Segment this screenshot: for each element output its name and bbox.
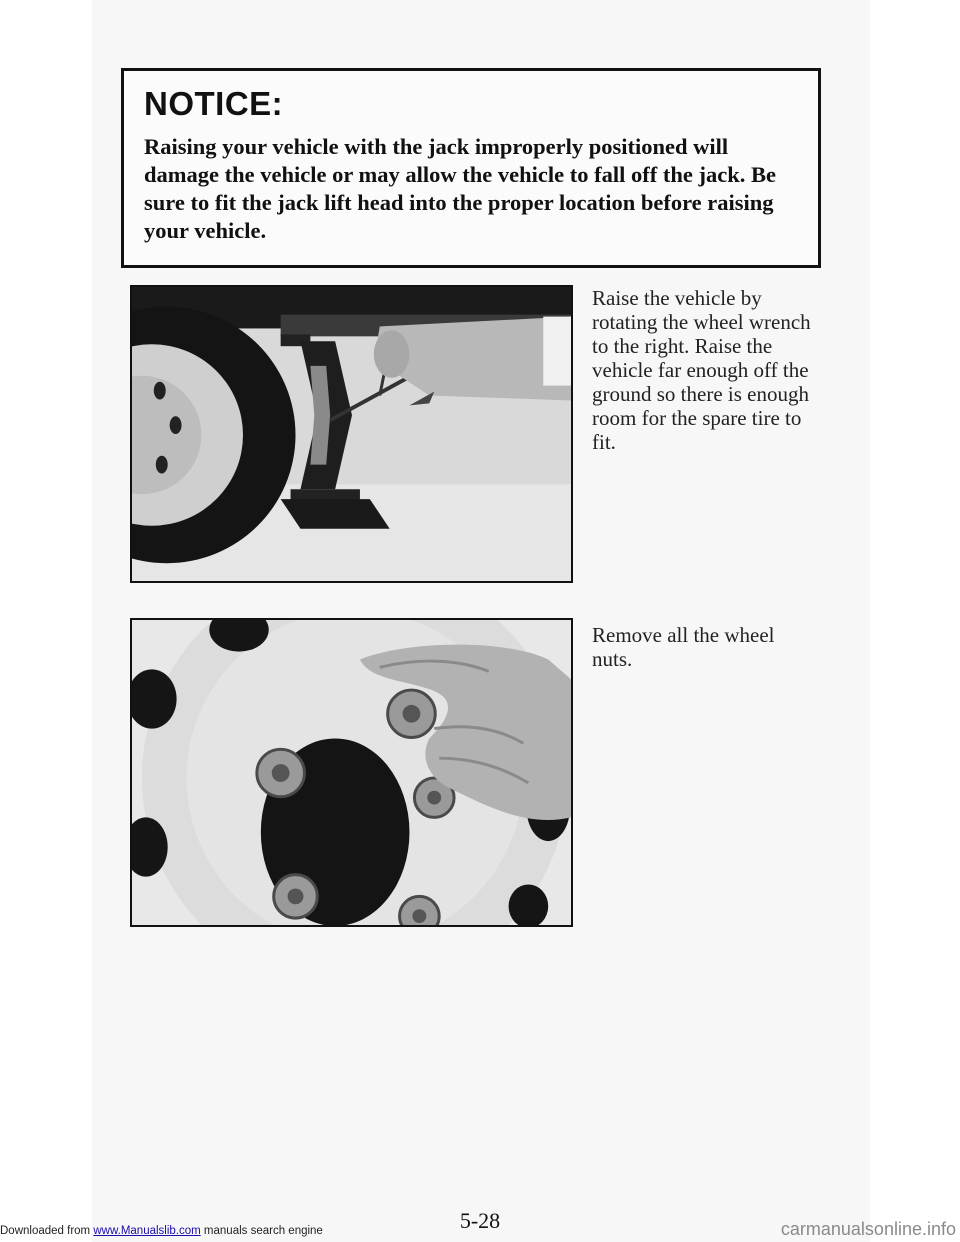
step-raise-vehicle-text: Raise the vehicle by rotating the wheel wrench to the right. Raise the vehicle far enough off the ground so there is enough room for the spare tire to fit. bbox=[592, 286, 811, 454]
download-footer bbox=[0, 1225, 323, 1237]
footer-suffix: manuals search engine bbox=[203, 1225, 323, 1237]
wheel-nuts-illustration bbox=[132, 620, 571, 925]
notice-title: NOTICE: bbox=[144, 85, 284, 122]
watermark: carmanualsonline.info bbox=[780, 1219, 956, 1239]
jack-raising-photo bbox=[130, 285, 573, 583]
notice-box bbox=[121, 68, 821, 268]
manualslib-link[interactable]: www.Manualslib.com bbox=[93, 1225, 201, 1237]
notice-body: Raising your vehicle with the jack improperly positioned will damage the vehicle or may allow the vehicle to fall off the jack. Be sure to fit the jack lift head into the proper location before raising your vehicle. bbox=[144, 134, 776, 243]
jack-raising-illustration bbox=[132, 287, 571, 581]
footer-prefix: Downloaded from bbox=[0, 1225, 91, 1237]
step-remove-nuts-text: Remove all the wheel nuts. bbox=[592, 623, 775, 671]
page-number: 5-28 bbox=[459, 1208, 501, 1233]
wheel-nuts-photo bbox=[130, 618, 573, 927]
